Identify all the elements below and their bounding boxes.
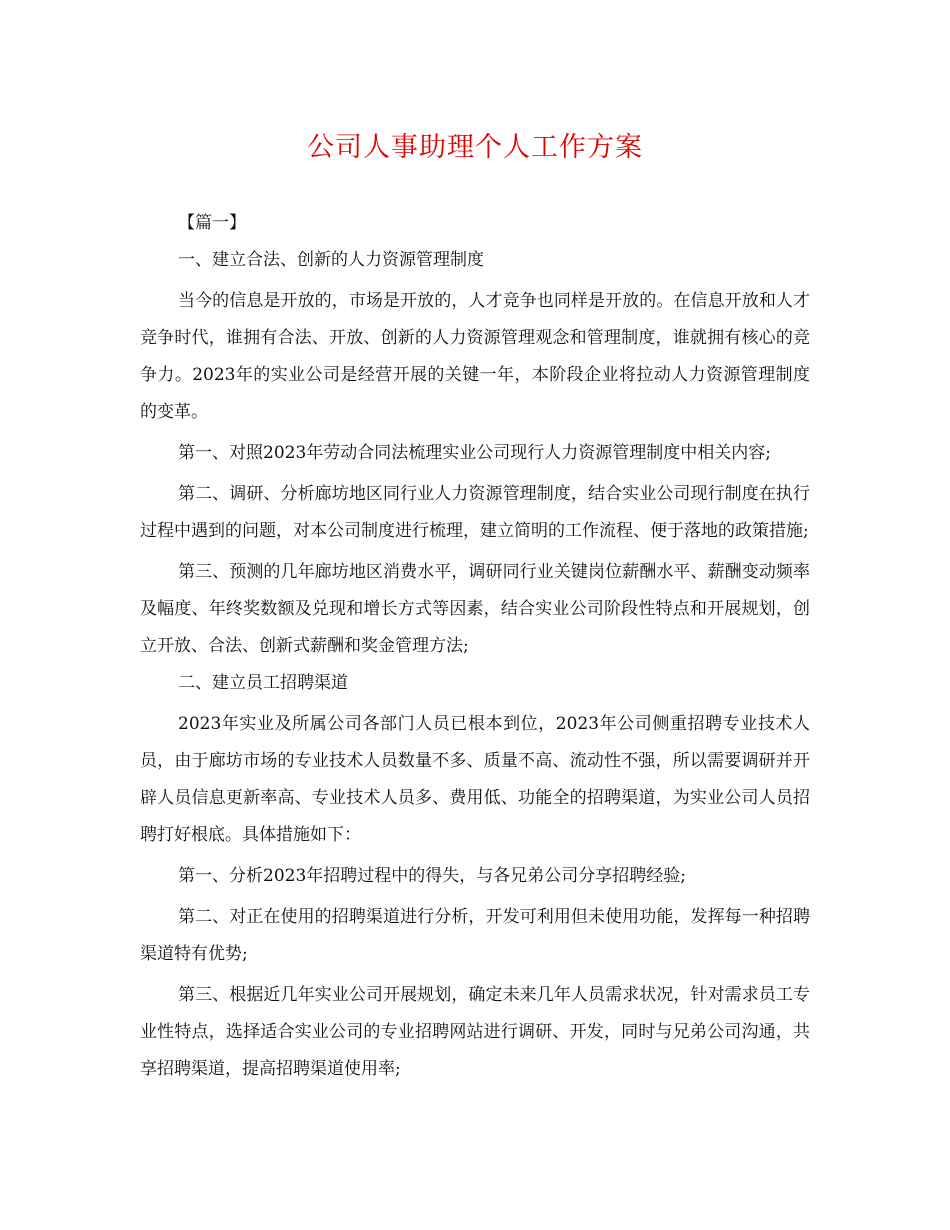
body-paragraph: 第三、预测的几年廊坊地区消费水平，调研同行业关键岗位薪酬水平、薪酬变动频率及幅度、年终奖数额及兑现和增长方式等因素，结合实业公司阶段性特点和开展规划，创立开放、合法、创新式薪酬和奖金管理方法; [140,562,810,656]
section-label: 【篇一】 [178,213,246,233]
document-title: 公司人事助理个人工作方案 [307,132,643,163]
body-paragraph: 第二、调研、分析廊坊地区同行业人力资源管理制度，结合实业公司现行制度在执行过程中遇到的问题，对本公司制度进行梳理，建立简明的工作流程、便于落地的政策措施; [140,484,810,541]
document-body [140,205,810,1088]
body-paragraph: 2023年实业及所属公司各部门人员已根本到位，2023年公司侧重招聘专业技术人员，由于廊坊市场的专业技术人员数量不多、质量不高、流动性不强，所以需要调研并开辟人员信息更新率高、专业技术人员多、费用低、功能全的招聘渠道，为实业公司人员招聘打好根底。具体措施如下： [140,714,810,845]
body-paragraph: 第一、分析2023年招聘过程中的得失，与各兄弟公司分享招聘经验; [178,866,686,886]
body-paragraph: 第三、根据近几年实业公司开展规划，确定未来几年人员需求状况，针对需求员工专业性特点，选择适合实业公司的专业招聘网站进行调研、开发，同时与兄弟公司沟通，共享招聘渠道，提高招聘渠道使用率; [140,985,810,1079]
body-paragraph: 第一、对照2023年劳动合同法梳理实业公司现行人力资源管理制度中相关内容; [178,443,771,463]
section-heading: 一、建立合法、创新的人力资源管理制度 [178,250,484,270]
body-paragraph: 第二、对正在使用的招聘渠道进行分析，开发可利用但未使用功能，发挥每一种招聘渠道特有优势; [140,907,810,964]
body-paragraph: 当今的信息是开放的，市场是开放的，人才竞争也同样是开放的。在信息开放和人才竞争时代，谁拥有合法、开放、创新的人力资源管理观念和管理制度，谁就拥有核心的竞争力。2023年的实业公司是经营开展的关键一年，本阶段企业将拉动人力资源管理制度的变革。 [140,291,810,422]
section-heading: 二、建立员工招聘渠道 [178,673,348,693]
